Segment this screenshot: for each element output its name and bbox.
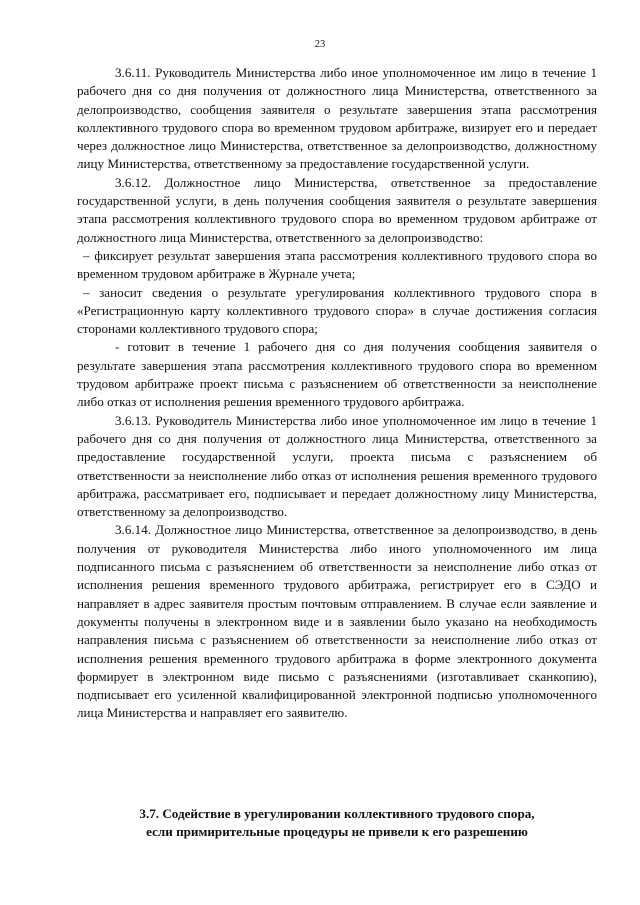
paragraph-3-6-12: 3.6.12. Должностное лицо Министерства, ответственное за предоставление государственной услуги, в день получения сообщения заявителя о результате завершения этапа рассмотрения коллективного трудового спора во временном трудовом арбитраже от должностного лица Министерства, ответственного за делопроизводство:: [77, 174, 597, 245]
section-heading-line: если примирительные процедуры не привели к его разрешению: [146, 824, 528, 840]
section-heading: [77, 805, 597, 842]
paragraph-3-6-11: 3.6.11. Руководитель Министерства либо иное уполномоченное им лицо в течение 1 рабочего дня со дня получения от должностного лица Министерства, ответственного за делопроизводство, сообщения заявителя о результате завершения этапа рассмотрения коллективного трудового спора во временном трудовом арбитраже, визирует его и передает через должностное лицо Министерства, ответственное за делопроизводство, должностному лицу Министерства, ответственному за предоставление государственной услуги.: [77, 65, 597, 172]
bullet-item: – заносит сведения о результате урегулирования коллективного трудового спора в «Регистрационную карту коллективного трудового спора» в случае достижения согласия сторонами коллективного трудового спора;: [77, 284, 597, 337]
document-body: [77, 64, 597, 723]
bullet-item: - готовит в течение 1 рабочего дня со дня получения сообщения заявителя о результате завершения этапа рассмотрения коллективного трудового спора во временном трудовом арбитраже проект письма с разъяснением об ответственности за неисполнение либо отказ от исполнения решения временного трудового арбитража.: [77, 339, 597, 410]
page-number: 23: [314, 39, 326, 50]
paragraph-3-6-14: 3.6.14. Должностное лицо Министерства, ответственное за делопроизводство, в день получения от руководителя Министерства либо иного уполномоченного им лица подписанного письма с разъяснением об ответственности за неисполнение либо отказ от исполнения решения временного трудового арбитража, регистрирует его в СЭДО и направляет в адрес заявителя простым почтовым отправлением. В случае если заявление и документы получены в электронном виде и в заявлении было указано на необходимость направления письма с разъяснением об ответственности за неисполнение либо отказ от исполнения решения временного трудового арбитража в форме электронного документа формирует в электронном виде письмо с разъяснениями (изготавливает сканкопию), подписывает его усиленной квалифицированной электронной подписью уполномоченного лица Министерства и направляет его заявителю.: [77, 522, 597, 721]
section-heading-line: 3.7. Содействие в урегулировании коллективного трудового спора,: [139, 806, 535, 821]
bullet-item: – фиксирует результат завершения этапа рассмотрения коллективного трудового спора во временном трудовом арбитраже в Журнале учета;: [77, 247, 597, 282]
paragraph-3-6-13: 3.6.13. Руководитель Министерства либо иное уполномоченное им лицо в течение 1 рабочего дня со дня получения от должностного лица Министерства, ответственного за предоставление государственной услуги, проекта письма с разъяснением об ответственности за неисполнение либо отказ от исполнения решения временного трудового арбитража, рассматривает его, подписывает и передает должностному лицу Министерства, ответственному за делопроизводство.: [77, 412, 597, 520]
